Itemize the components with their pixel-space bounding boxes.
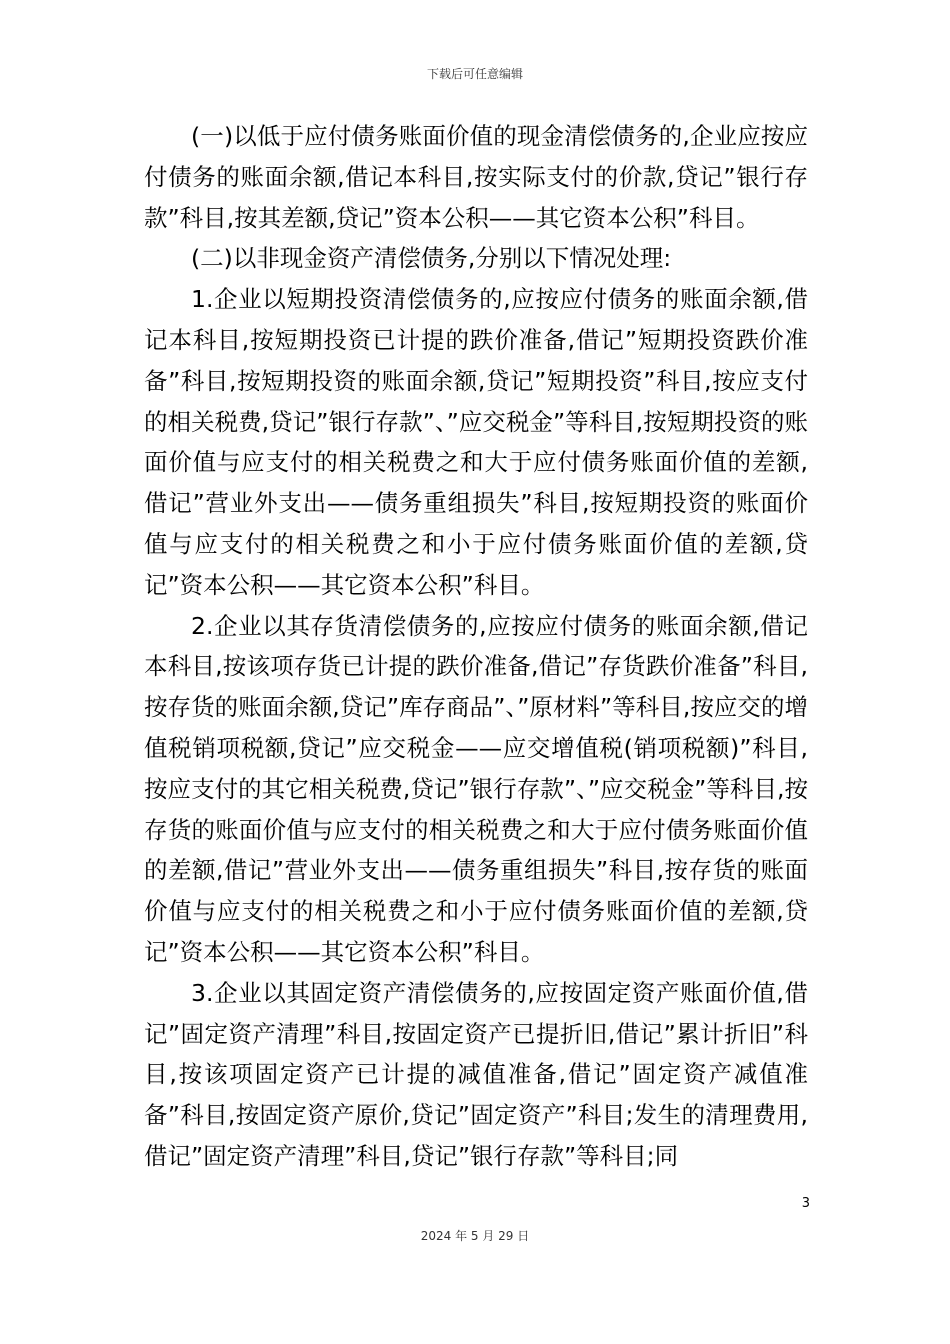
paragraph-short-term-investment: 1.企业以短期投资清偿债务的,应按应付债务的账面余额,借记本科目,按短期投资已计提的跌价准备,借记”短期投资跌价准备”科目,按短期投资的账面余额,贷记”短期投资”科目,按应支付的相关税费,贷记”银行存款”、”应交税金”等科目,按短期投资的账面价值与应支付的相关税费之和大于应付债务账面价值的差额,借记”营业外支出——债务重组损失”科目,按短期投资的账面价值与应支付的相关税费之和小于应付债务账面价值的差额,贷记”资本公积——其它资本公积”科目。 <box>144 285 808 599</box>
paragraph-cash-settlement: (一)以低于应付债务账面价值的现金清偿债务的,企业应按应付债务的账面余额,借记本科目,按实际支付的价款,贷记”银行存款”科目,按其差额,贷记”资本公积——其它资本公积”科目。 <box>144 122 808 232</box>
page-header: 下载后可任意编辑 <box>426 67 523 81</box>
paragraph-noncash-settlement-intro: (二)以非现金资产清偿债务,分别以下情况处理: <box>191 244 672 273</box>
page-number: 3 <box>801 1196 810 1211</box>
paragraph-inventory: 2.企业以其存货清偿债务的,应按应付债务的账面余额,借记本科目,按该项存货已计提的跌价准备,借记”存货跌价准备”科目,按存货的账面余额,贷记”库存商品”、”原材料”等科目,按应交的增值税销项税额,贷记”应交税金——应交增值税(销项税额)”科目,按应支付的其它相关税费,贷记”银行存款”、”应交税金”等科目,按存货的账面价值与应支付的相关税费之和大于应付债务账面价值的差额,借记”营业外支出——债务重组损失”科目,按存货的账面价值与应支付的相关税费之和小于应付债务账面价值的差额,贷记”资本公积——其它资本公积”科目。 <box>144 611 808 966</box>
document-body <box>144 116 808 1177</box>
page-footer-date: 2024 年 5 月 29 日 <box>420 1229 530 1243</box>
paragraph-fixed-assets: 3.企业以其固定资产清偿债务的,应按固定资产账面价值,借记”固定资产清理”科目,按固定资产已提折旧,借记”累计折旧”科目,按该项固定资产已计提的减值准备,借记”固定资产减值准备”科目,按固定资产原价,贷记”固定资产”科目;发生的清理费用,借记”固定资产清理”科目,贷记”银行存款”等科目;同 <box>144 978 808 1170</box>
